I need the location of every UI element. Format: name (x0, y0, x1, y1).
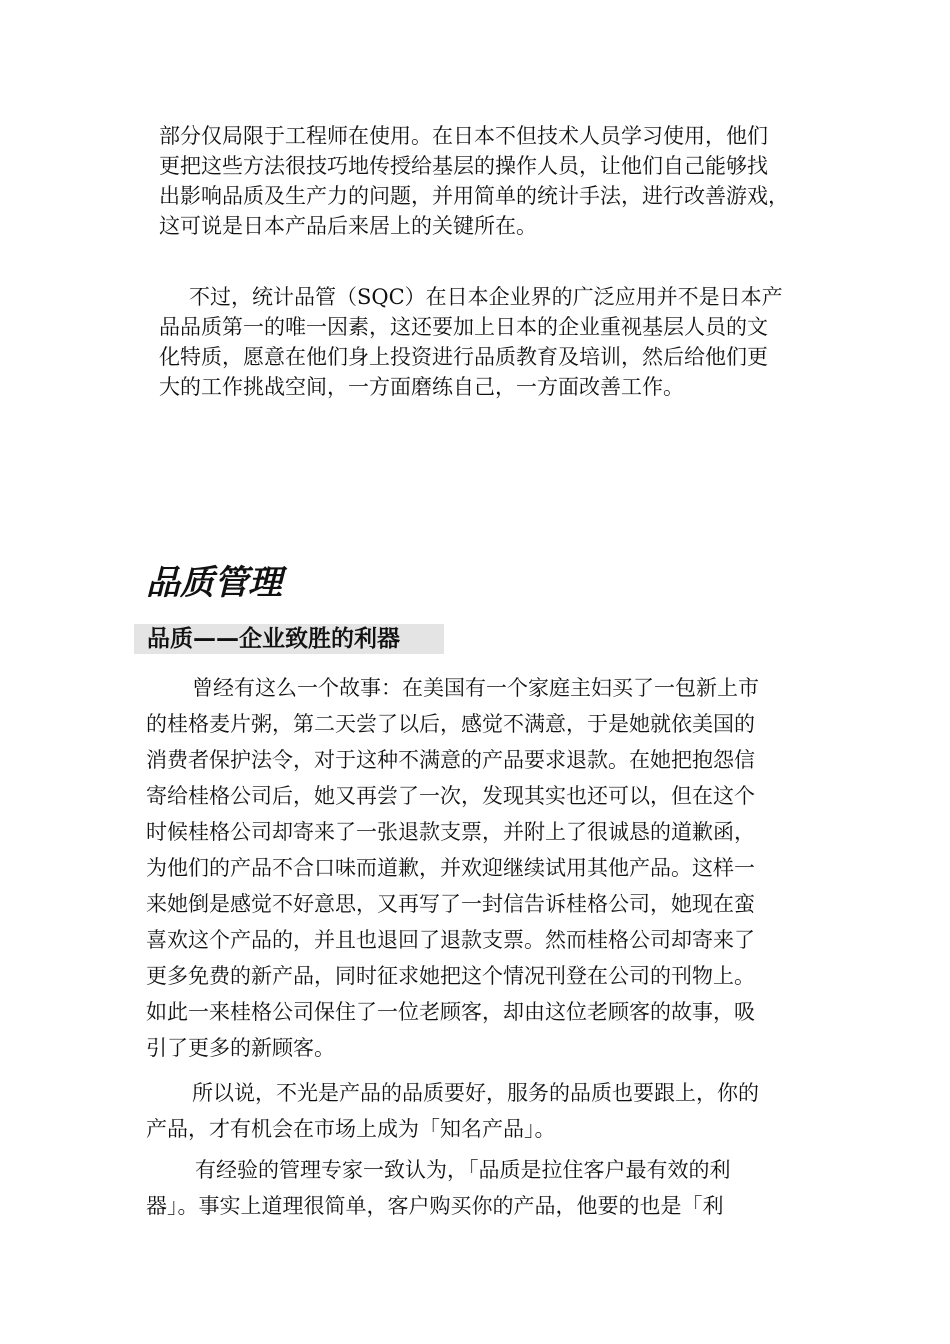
text-line: 寄给桂格公司后，她又再尝了一次，发现其实也还可以，但在这个 (146, 784, 755, 808)
text-line: 大的工作挑战空间，一方面磨练自己，一方面改善工作。 (159, 375, 684, 399)
text-line: 出影响品质及生产力的问题，并用简单的统计手法，进行改善游戏， (159, 184, 789, 208)
body-paragraph (146, 1075, 759, 1147)
text-line: 来她倒是感觉不好意思，又再写了一封信告诉桂格公司，她现在蛮 (146, 892, 755, 916)
text-line: 更多免费的新产品，同时征求她把这个情况刊登在公司的刊物上。 (146, 964, 755, 988)
text-line: 的桂格麦片粥，第二天尝了以后，感觉不满意，于是她就依美国的 (146, 712, 755, 736)
text-line: 化特质，愿意在他们身上投资进行品质教育及培训，然后给他们更 (159, 345, 768, 369)
text-line: 曾经有这么一个故事：在美国有一个家庭主妇买了一包新上市 (192, 676, 759, 700)
text-line: 引了更多的新顾客。 (146, 1036, 335, 1060)
text-line: 部分仅局限于工程师在使用。在日本不但技术人员学习使用，他们 (159, 124, 768, 148)
text-line: 有经验的管理专家一致认为，「品质是拉住客户最有效的利 (195, 1158, 731, 1182)
subsection-heading: 品质——企业致胜的利器 (134, 624, 444, 654)
text-line: 所以说，不光是产品的品质要好，服务的品质也要跟上，你的 (192, 1081, 759, 1105)
body-paragraph (159, 121, 789, 241)
text-line: 喜欢这个产品的，并且也退回了退款支票。然而桂格公司却寄来了 (146, 928, 755, 952)
text-line: 器」。事实上道理很简单，客户购买你的产品，他要的也是「利 (146, 1194, 724, 1218)
body-paragraph (146, 1152, 731, 1224)
text-line: 这可说是日本产品后来居上的关键所在。 (159, 214, 537, 238)
text-line: 产品，才有机会在市场上成为「知名产品」。 (146, 1117, 556, 1141)
body-paragraph (159, 282, 783, 402)
section-heading: 品质管理 (146, 563, 282, 603)
text-line: 更把这些方法很技巧地传授给基层的操作人员，让他们自己能够找 (159, 154, 768, 178)
text-line: 为他们的产品不合口味而道歉，并欢迎继续试用其他产品。这样一 (146, 856, 755, 880)
text-line: 如此一来桂格公司保住了一位老顾客，却由这位老顾客的故事，吸 (146, 1000, 755, 1024)
text-line: 时候桂格公司却寄来了一张退款支票，并附上了很诚恳的道歉函， (146, 820, 755, 844)
text-line: 消费者保护法令，对于这种不满意的产品要求退款。在她把抱怨信 (146, 748, 755, 772)
text-line: 品品质第一的唯一因素，这还要加上日本的企业重视基层人员的文 (159, 315, 768, 339)
body-paragraph (146, 670, 759, 1066)
text-line: 不过，统计品管（SQC）在日本企业界的广泛应用并不是日本产 (189, 285, 783, 309)
